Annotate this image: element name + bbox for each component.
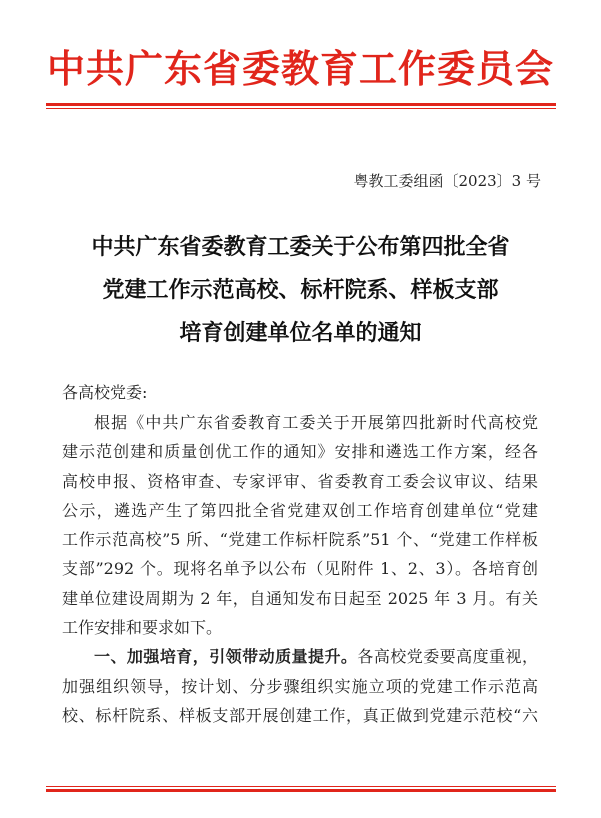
body-line: 建示范创建和质量创优工作的通知》安排和遴选工作方案，经各 xyxy=(62,442,538,462)
footer-divider-thick xyxy=(46,789,556,792)
body-line: 工作示范高校”5 所、“党建工作标杆院系”51 个、“党建工作样板 xyxy=(62,530,538,550)
section-1-heading: 一、加强培育，引领带动质量提升。 xyxy=(94,647,358,667)
body-line: 支部”292 个。现将名单予以公布（见附件 1、2、3）。各培育创 xyxy=(62,559,538,579)
title-line: 培育创建单位名单的通知 xyxy=(179,320,422,346)
body-line: 建单位建设周期为 2 年，自通知发布日起至 2025 年 3 月。有关 xyxy=(62,588,538,608)
section-1-text: 各高校党委要高度重视， xyxy=(357,647,538,667)
document-title xyxy=(0,226,601,355)
document-body xyxy=(62,408,538,730)
section-1-line: 校、标杆院系、样板支部开展创建工作，真正做到党建示范校“六 xyxy=(62,705,538,725)
salutation: 各高校党委: xyxy=(62,383,148,402)
body-line: 根据《中共广东省委教育工委关于开展第四批新时代高校党 xyxy=(94,413,538,432)
document-number: 粤教工委组函〔2023〕3 号 xyxy=(353,172,541,190)
section-1-first-line xyxy=(62,642,538,671)
masthead-divider-thick xyxy=(46,103,556,106)
section-1-line: 加强组织领导，按计划、分步骤组织实施立项的党建工作示范高 xyxy=(62,676,538,696)
body-line: 公示，遴选产生了第四批全省党建双创工作培育创建单位“党建 xyxy=(62,500,538,520)
body-line: 工作安排和要求如下。 xyxy=(62,618,223,638)
title-line: 中共广东省委教育工委关于公布第四批全省 xyxy=(91,234,510,260)
masthead-divider-thin xyxy=(46,108,556,109)
footer-divider-thin xyxy=(46,786,556,787)
masthead-org-name: 中共广东省委教育工作委员会 xyxy=(46,47,554,91)
body-line: 高校申报、资格审查、专家评审、省委教育工委会议审议、结果 xyxy=(62,471,538,491)
title-line: 党建工作示范高校、标杆院系、样板支部 xyxy=(102,277,499,303)
